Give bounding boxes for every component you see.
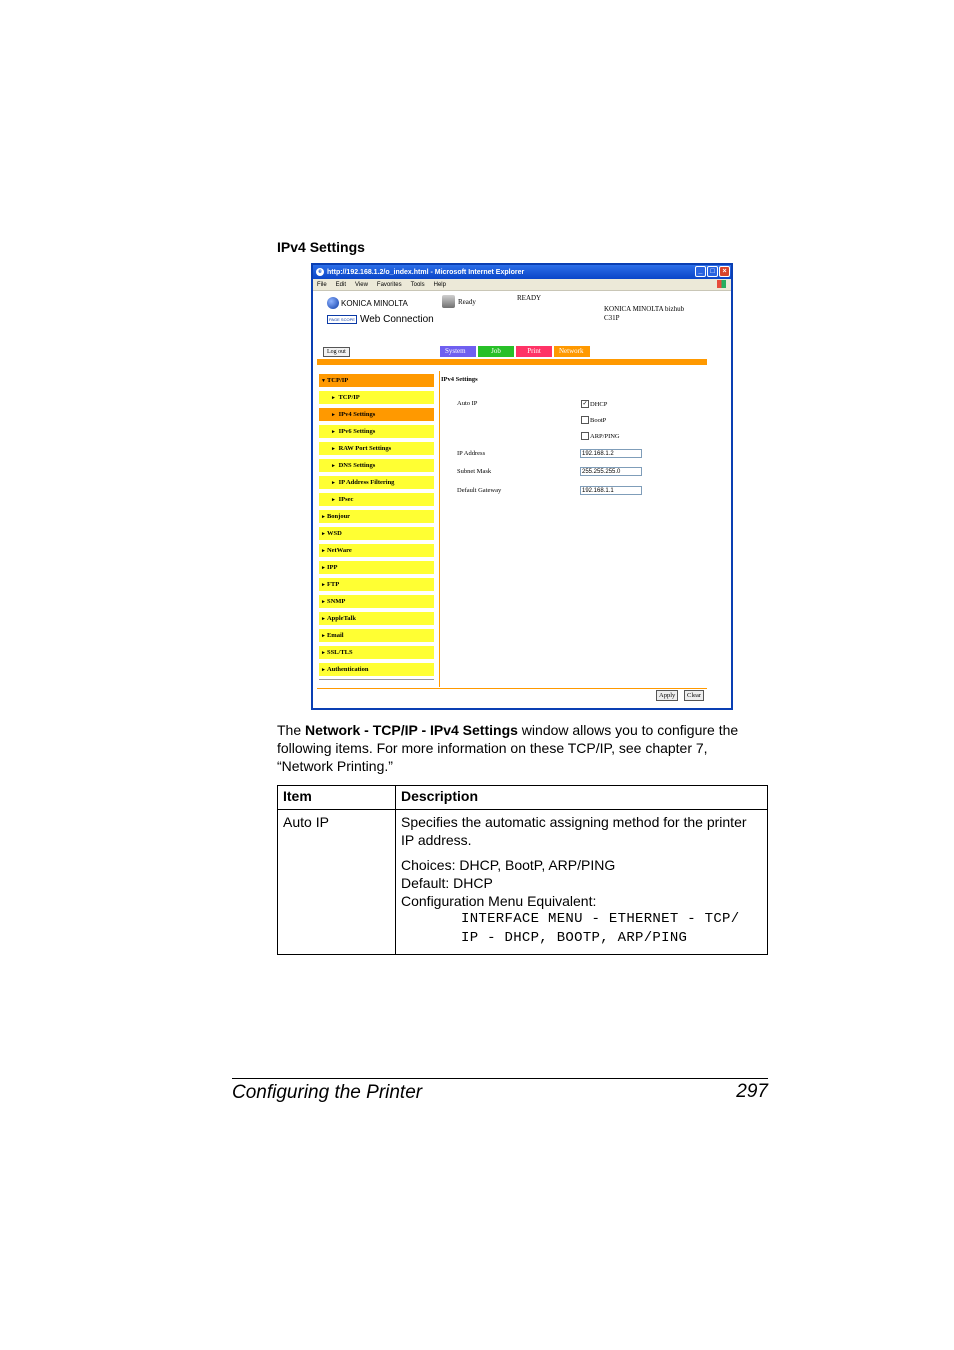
cell-item: Auto IP [278,810,396,955]
table-row [278,810,768,955]
arrow-icon: ► [321,668,326,673]
checkbox-icon [581,432,589,440]
ie-icon: e [316,268,324,276]
section-heading: IPv4 Settings [277,239,365,255]
content-divider [439,371,440,687]
table-header-row [278,786,768,810]
pagescope-badge: PAGE SCOPE [329,317,355,322]
browser-title: http://192.168.1.2/o_index.html - Microsoft Internet Explorer [327,268,525,276]
footer-title: Configuring the Printer [232,1082,423,1103]
arrow-icon: ► [331,481,336,486]
browser-screenshot [311,263,733,710]
dhcp-checkbox[interactable]: ✓ DHCP [582,400,608,408]
product-name: Web Connection [359,314,434,325]
checkbox-icon [581,416,589,424]
tab-system[interactable]: System [440,346,476,357]
arp-ping-checkbox[interactable]: ARP/PING [581,432,620,440]
device-name [604,305,684,323]
printer-icon [442,295,455,308]
footer-divider [317,688,707,689]
brand-logo [327,297,408,309]
menu-tools[interactable]: Tools [410,281,425,288]
status-ready: READY [517,294,542,302]
panel-title: IPv4 Settings [441,376,478,383]
settings-panel [441,376,711,494]
tab-underline-bar [317,359,707,365]
maximize-icon[interactable]: □ [707,266,718,277]
menu-help[interactable]: Help [433,281,446,288]
sidebar-nav [319,374,434,680]
ip-address-label: IP Address [457,450,486,457]
sidebar-item-ipv4-settings[interactable]: ► IPv4 Settings [319,408,434,421]
globe-icon [327,297,339,309]
arrow-icon: ► [321,549,326,554]
desc-text: Specifies the automatic assigning method for the printer IP address. [401,814,747,848]
status-area [442,295,476,308]
header-item: Item [278,786,396,810]
status-text: Ready [458,297,476,306]
sidebar-item-ip-filtering[interactable]: ► IP Address Filtering [319,476,434,489]
cell-description [396,810,768,955]
logout-button[interactable]: Log out [323,347,350,357]
subnet-mask-field[interactable]: 255.255.255.0 [580,467,642,476]
arrow-icon: ► [331,464,336,469]
sidebar-item-bonjour[interactable]: ►Bonjour [319,510,434,523]
desc-default: Default: DHCP [401,875,493,891]
bootp-checkbox[interactable]: BootP [581,416,606,424]
desc-choices: Choices: DHCP, BootP, ARP/PING [401,857,616,873]
minimize-icon[interactable]: _ [695,266,706,277]
intro-paragraph: The Network - TCP/IP - IPv4 Settings window allows you to configure the following items. For more information on these TCP/IP, see chapter 7, “Network Printing.” [277,722,739,774]
tab-print[interactable]: Print [516,346,552,357]
subnet-mask-label: Subnet Mask [457,468,492,475]
header-description: Description [396,786,768,810]
arrow-icon: ► [331,447,336,452]
brand-name: KONICA MINOLTA [341,298,408,308]
menu-edit[interactable]: Edit [335,281,347,288]
desc-menu-path-1: INTERFACE MENU - ETHERNET - TCP/ [461,911,740,927]
sidebar-item-raw-port[interactable]: ► RAW Port Settings [319,442,434,455]
page-number: 297 [736,1081,768,1102]
arrow-icon: ► [321,583,326,588]
device-line-2: C31P [604,314,620,322]
sidebar-item-tcpip[interactable]: ► TCP/IP [319,391,434,404]
gateway-label: Default Gateway [457,487,502,494]
sidebar-item-ssl-tls[interactable]: ►SSL/TLS [319,646,434,659]
sidebar-item-netware[interactable]: ►NetWare [319,544,434,557]
footer-rule [232,1078,768,1079]
expand-arrow-icon: ▼ [321,379,326,384]
sidebar-item-appletalk[interactable]: ►AppleTalk [319,612,434,625]
web-page [313,292,731,708]
arrow-icon: ► [321,651,326,656]
checkbox-checked-icon: ✓ [582,401,588,407]
close-icon[interactable]: × [719,266,730,277]
tab-job[interactable]: Job [478,346,514,357]
arrow-icon: ► [331,498,336,503]
browser-menubar [313,279,731,291]
sidebar-divider [319,679,434,680]
ip-address-field[interactable]: 192.168.1.2 [580,449,642,458]
desc-menu-path-2: IP - DHCP, BOOTP, ARP/PING [461,930,688,946]
sidebar-item-authentication[interactable]: ►Authentication [319,663,434,676]
browser-titlebar [313,265,731,279]
arrow-icon: ► [331,430,336,435]
apply-button[interactable]: Apply [656,690,678,701]
arrow-icon: ► [331,413,336,418]
sidebar-item-dns[interactable]: ► DNS Settings [319,459,434,472]
settings-table [277,785,768,955]
gateway-field[interactable]: 192.168.1.1 [580,486,642,495]
auto-ip-label: Auto IP [457,400,478,407]
arrow-icon: ► [321,515,326,520]
arrow-icon: ► [331,396,336,401]
windows-flag-icon [717,280,726,288]
arrow-icon: ► [321,532,326,537]
arrow-icon: ► [321,600,326,605]
arrow-icon: ► [321,617,326,622]
menu-view[interactable]: View [355,281,368,288]
arrow-icon: ► [321,634,326,639]
sidebar-item-email[interactable]: ►Email [319,629,434,642]
sidebar-item-ipp[interactable]: ►IPP [319,561,434,574]
clear-button[interactable]: Clear [684,690,704,701]
menu-favorites[interactable]: Favorites [376,281,402,288]
arrow-icon: ► [321,566,326,571]
device-line-1: KONICA MINOLTA bizhub [604,305,685,313]
sidebar-item-ipv6-settings[interactable]: ► IPv6 Settings [319,425,434,438]
sidebar-item-tcpip-group[interactable]: ▼TCP/IP [319,374,434,387]
product-logo [327,314,434,325]
sidebar-item-snmp[interactable]: ►SNMP [319,595,434,608]
tab-network[interactable]: Network [554,346,590,357]
menu-file[interactable]: File [317,281,327,288]
sidebar-item-ftp[interactable]: ►FTP [319,578,434,591]
menu-path: Network - TCP/IP - IPv4 Settings [305,722,518,738]
sidebar-item-wsd[interactable]: ►WSD [319,527,434,540]
desc-config: Configuration Menu Equivalent: [401,893,597,909]
main-tabs [440,346,590,357]
sidebar-item-ipsec[interactable]: ► IPsec [319,493,434,506]
